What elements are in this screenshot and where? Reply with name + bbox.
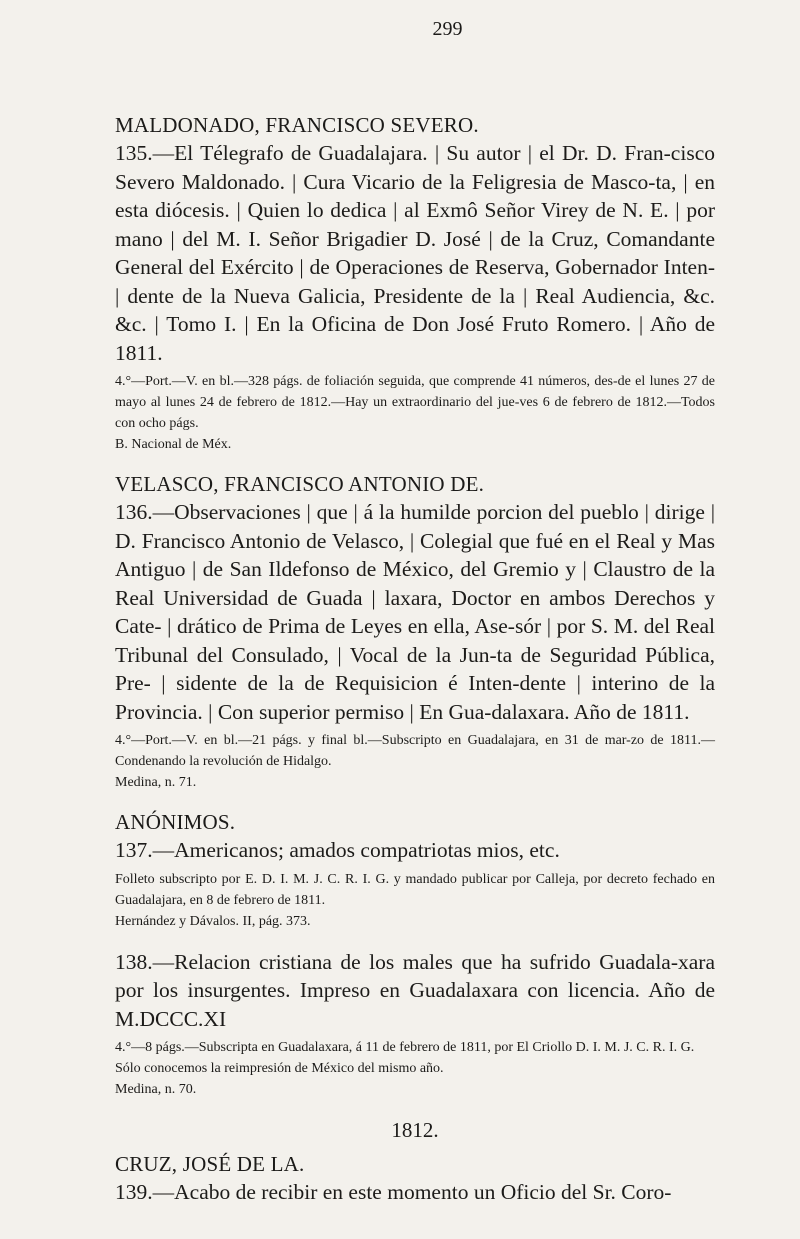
entry-text: 135.—El Télegrafo de Guadalajara. | Su autor | el Dr. D. Fran-cisco Severo Maldonado. | Cura Vicario de la Feligresia de Masco-ta, | en esta diócesis. | Quien lo dedica | al Exmô Señor Virey de N. E. | por mano | del M. I. Señor Brigadier D. José | de la Cruz, Comandante General del Exército | de Operaciones de Reserva, Gobernador Inten- | dente de la Nueva Galicia, Presidente de la | Real Audiencia, &c. &c. | Tomo I. | En la Oficina de Don José Fruto Romero. | Año de 1811.	[115, 141, 715, 365]
entry-note: 4.°—Port.—V. en bl.—21 págs. y final bl.—Subscripto en Guadalajara, en 31 de mar-zo de 1811.—Condenando la revolución de Hidalgo.	[115, 733, 715, 769]
author-heading: VELASCO, FRANCISCO ANTONIO DE.	[115, 472, 485, 496]
entry-block-138	[115, 948, 715, 1101]
entry-block-135	[115, 112, 715, 455]
entry-source: B. Nacional de Méx.	[115, 437, 232, 452]
entry-source: Medina, n. 71.	[115, 775, 197, 790]
entry-note: 4.°—8 págs.—Subscripta en Guadalaxara, á 11 de febrero de 1811, por El Criollo D. I. M. J. C. R. I. G.	[115, 1040, 695, 1055]
entry-block-139	[115, 1151, 715, 1207]
entry-block-136	[115, 471, 715, 793]
entry-text: 139.—Acabo de recibir en este momento un Oficio del Sr. Coro-	[115, 1180, 672, 1204]
year-divider: 1812.	[391, 1118, 439, 1142]
entry-source: Hernández y Dávalos. II, pág. 373.	[115, 913, 311, 929]
entry-text: 136.—Observaciones | que | á la humilde porcion del pueblo | dirige | D. Francisco Antonio de Velasco, | Colegial que fué en el Real y Mas Antiguo | de San Ildefonso de México, del Gremio y | Claustro de la Real Universidad de Guada | laxara, Doctor en ambos Derechos y Cate- | drático de Prima de Leyes en ella, Ase-sór | por S. M. del Real Tribunal del Consulado, | Vocal de la Jun-ta de Seguridad Pública, Pre- | sidente de la de Requisicion é Inten-dente | interino de la Provincia. | Con superior permiso | En Gua-dalaxara. Año de 1811.	[115, 500, 715, 724]
entry-text: 137.—Americanos; amados compatriotas mios, etc.	[115, 838, 560, 862]
page-number: 299	[432, 18, 463, 40]
author-heading: CRUZ, JOSÉ DE LA.	[115, 1152, 305, 1176]
page-content	[115, 112, 715, 1207]
entry-note-secondary: Sólo conocemos la reimpresión de México del mismo año.	[115, 1061, 444, 1076]
author-heading: ANÓNIMOS.	[115, 810, 236, 834]
entry-text: 138.—Relacion cristiana de los males que ha sufrido Guadala-xara por los insurgentes. Impreso en Guadalaxara con licencia. Año de M.DCCC.XI	[115, 949, 715, 1031]
entry-note: Folleto subscripto por E. D. I. M. J. C. R. I. G. y mandado publicar por Calleja, por decreto fechado en Guadalajara, en 8 de febrero de 1811.	[115, 871, 715, 908]
author-heading: MALDONADO, FRANCISCO SEVERO.	[115, 113, 479, 137]
entry-block-137	[115, 809, 715, 932]
entry-source: Medina, n. 70.	[115, 1082, 197, 1097]
entry-note: 4.°—Port.—V. en bl.—328 págs. de foliación seguida, que comprende 41 números, des-de el lunes 27 de mayo al lunes 24 de febrero de 1812.—Hay un extraordinario del jue-ves 6 de febrero de 1812.—Todos con ocho págs.	[115, 374, 715, 431]
